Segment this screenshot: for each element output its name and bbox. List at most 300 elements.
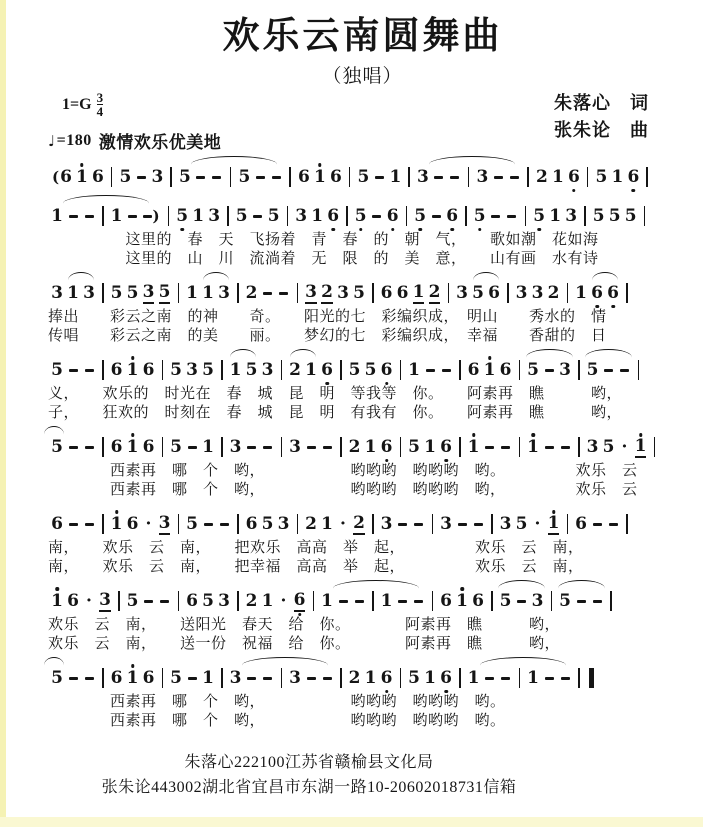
song-title: 欢乐云南圆舞曲 xyxy=(222,16,503,57)
page-edge-tint-bottom xyxy=(0,817,703,827)
octave-dot-above xyxy=(318,163,322,167)
octave-dot-below xyxy=(611,305,615,309)
note xyxy=(474,203,486,229)
note xyxy=(202,588,214,614)
note xyxy=(575,511,587,537)
note-glyph: 3 xyxy=(218,591,230,611)
note xyxy=(424,434,436,460)
barline xyxy=(459,668,461,688)
measure-row xyxy=(48,201,677,231)
note xyxy=(484,357,496,383)
lyrics-verse-2: 这里的 山 川 流淌着 无 限 的 美 意， 山有画 水有诗 xyxy=(48,251,599,267)
note-glyph: 5 xyxy=(527,360,539,380)
note xyxy=(472,511,484,537)
lyrics-verse-2: 西素再 哪 个 哟， 哟哟哟 哟哟哟 哟。 xyxy=(48,713,506,729)
note-glyph xyxy=(474,523,483,526)
note-glyph xyxy=(279,292,288,295)
note-glyph: 1 xyxy=(314,167,326,187)
barline xyxy=(237,514,239,534)
note xyxy=(353,280,365,306)
note-glyph: 6 xyxy=(467,360,480,380)
measure xyxy=(48,665,98,691)
measure xyxy=(352,203,402,229)
barline xyxy=(432,514,434,534)
note xyxy=(433,164,445,190)
note xyxy=(476,164,488,190)
note-glyph xyxy=(85,677,94,680)
note xyxy=(609,203,621,229)
note xyxy=(543,665,555,691)
note-glyph: 5 xyxy=(472,283,484,303)
measure-row xyxy=(48,586,677,616)
measure xyxy=(346,357,396,383)
octave-dot-below xyxy=(444,459,448,463)
note-glyph: 6 xyxy=(60,167,72,187)
note xyxy=(500,357,512,383)
note xyxy=(440,357,452,383)
lyrics-verse-1: 欢乐 云 南， 送阳光 春天 给 你。 阿素再 瞧 哟， xyxy=(48,617,561,633)
measure xyxy=(227,665,277,691)
note xyxy=(349,434,361,460)
note-glyph: 5 xyxy=(202,591,214,611)
barline xyxy=(170,167,172,187)
note xyxy=(552,164,564,190)
note-glyph: 6 xyxy=(321,360,333,380)
note xyxy=(568,164,580,190)
note xyxy=(83,665,95,691)
barline xyxy=(372,514,374,534)
note-glyph: 6 xyxy=(298,167,310,187)
note-glyph xyxy=(253,215,262,218)
note-glyph: · xyxy=(86,591,92,611)
note-glyph: 1 xyxy=(552,167,564,187)
note xyxy=(218,280,230,306)
note xyxy=(575,280,587,306)
note xyxy=(83,511,95,537)
note xyxy=(484,665,496,691)
note-glyph: 1 xyxy=(126,360,139,380)
note xyxy=(456,511,468,537)
octave-dot-below xyxy=(595,305,599,309)
note xyxy=(575,588,587,614)
barline xyxy=(578,437,580,457)
lyricist-address: 朱落心222100江苏省赣榆县文化局 xyxy=(184,754,434,771)
note xyxy=(314,164,326,190)
note-glyph: 6 xyxy=(488,283,500,303)
note xyxy=(246,511,258,537)
note xyxy=(127,357,139,383)
note xyxy=(593,203,605,229)
note xyxy=(67,665,79,691)
note-glyph: 1 xyxy=(229,360,242,380)
note xyxy=(51,588,63,614)
note-glyph: 1 xyxy=(467,668,480,688)
note-glyph xyxy=(196,176,205,179)
barline xyxy=(102,360,104,380)
lyrics-verse-1: 义， 欢乐的 时光在 春 城 昆 明 等我等 你。 阿素再 瞧 哟， xyxy=(48,386,623,402)
barline xyxy=(525,206,527,226)
barline xyxy=(567,283,569,303)
note xyxy=(506,203,518,229)
note xyxy=(611,164,623,190)
octave-dot-below xyxy=(478,228,482,232)
note-glyph: 2 xyxy=(547,283,560,303)
note xyxy=(51,511,63,537)
octave-dot-above xyxy=(472,433,476,437)
note xyxy=(111,665,123,691)
note xyxy=(456,280,468,306)
note-glyph: 1 xyxy=(51,591,63,611)
measure xyxy=(167,665,217,691)
note xyxy=(111,357,123,383)
note-glyph: 5 xyxy=(414,206,427,226)
octave-dot-below xyxy=(385,459,389,463)
note-glyph xyxy=(323,677,332,680)
note-glyph xyxy=(263,677,272,680)
note xyxy=(262,665,274,691)
barline xyxy=(507,283,509,303)
measure xyxy=(108,511,174,537)
note-glyph: 5 xyxy=(238,167,251,187)
score-line xyxy=(48,355,677,423)
note xyxy=(186,665,198,691)
barline xyxy=(237,283,239,303)
octave-dot-above xyxy=(531,433,535,437)
note-glyph xyxy=(220,523,229,526)
barline xyxy=(346,206,348,226)
note-glyph: 5 xyxy=(158,282,171,302)
measure xyxy=(590,203,640,229)
note-glyph: 3 xyxy=(515,283,528,303)
barline xyxy=(491,514,493,534)
score-line xyxy=(48,663,677,731)
measure xyxy=(183,511,233,537)
note-glyph: 1 xyxy=(126,437,139,457)
measure xyxy=(346,434,396,460)
note-glyph: 3 xyxy=(208,206,221,226)
barline xyxy=(400,668,402,688)
quarter-note-icon: ♩ xyxy=(48,131,56,150)
note xyxy=(143,357,155,383)
note-glyph xyxy=(609,523,618,526)
note-glyph: 1 xyxy=(412,282,425,302)
note xyxy=(327,203,339,229)
measure xyxy=(173,203,223,229)
lyrics-verse-1: 西素再 哪 个 哟， 哟哟哟 哟哟哟 哟。 xyxy=(48,694,506,710)
note-glyph: 1 xyxy=(186,283,198,303)
note xyxy=(270,164,282,190)
note-glyph: 3 xyxy=(565,206,578,226)
barline xyxy=(465,206,467,226)
note xyxy=(500,588,512,614)
note xyxy=(397,511,409,537)
note-glyph xyxy=(272,176,281,179)
note xyxy=(170,665,182,691)
note-glyph xyxy=(507,215,516,218)
note-glyph: 3 xyxy=(586,437,599,457)
note xyxy=(311,203,323,229)
score xyxy=(48,162,677,731)
note xyxy=(381,280,393,306)
measure xyxy=(414,164,464,190)
octave-dot-below xyxy=(418,228,422,232)
note xyxy=(381,434,393,460)
tempo-value: =180 xyxy=(56,131,92,149)
note-glyph xyxy=(414,523,423,526)
note-glyph: 5 xyxy=(592,206,605,226)
note xyxy=(67,357,79,383)
note-glyph xyxy=(494,176,503,179)
measure xyxy=(233,203,283,229)
note-glyph xyxy=(160,600,169,603)
note xyxy=(83,357,95,383)
score-line xyxy=(48,509,677,577)
note-glyph: 6 xyxy=(110,668,123,688)
note-glyph xyxy=(263,446,272,449)
note xyxy=(246,434,258,460)
note-glyph: 6 xyxy=(575,514,587,534)
measure xyxy=(497,511,563,537)
note-glyph xyxy=(188,677,197,680)
note xyxy=(321,434,333,460)
measure xyxy=(411,203,461,229)
note xyxy=(413,588,425,614)
note xyxy=(67,588,79,614)
note-glyph xyxy=(144,600,153,603)
note-glyph xyxy=(204,523,213,526)
note xyxy=(83,280,95,306)
barline xyxy=(340,668,342,688)
note xyxy=(381,357,393,383)
note-glyph xyxy=(85,523,94,526)
note-glyph xyxy=(339,600,348,603)
note-glyph: 6 xyxy=(440,437,452,457)
note xyxy=(625,203,637,229)
note xyxy=(119,164,131,190)
note-glyph xyxy=(593,523,602,526)
note xyxy=(76,164,88,190)
note-glyph: 5 xyxy=(408,668,420,688)
measure xyxy=(48,280,98,306)
barline xyxy=(287,206,289,226)
measure xyxy=(176,164,226,190)
note xyxy=(500,434,512,460)
note xyxy=(278,280,290,306)
note xyxy=(262,511,274,537)
note-glyph xyxy=(355,600,364,603)
note-glyph: 3 xyxy=(218,283,230,303)
note xyxy=(440,511,452,537)
note-glyph xyxy=(442,369,451,372)
barline xyxy=(102,283,104,303)
note-glyph: 5 xyxy=(364,360,377,380)
note-glyph: 1 xyxy=(364,668,377,688)
note xyxy=(527,434,539,460)
note-glyph: 3 xyxy=(83,283,95,303)
octave-dot-below xyxy=(444,690,448,694)
barline xyxy=(102,668,104,688)
measure-row xyxy=(48,278,677,308)
barline xyxy=(638,360,640,380)
barline xyxy=(626,283,628,303)
note-glyph: 3 xyxy=(417,167,429,187)
note-glyph: 3 xyxy=(289,437,301,457)
note-glyph xyxy=(375,176,384,179)
note-glyph: 6 xyxy=(446,206,459,226)
note-glyph xyxy=(620,369,629,372)
note-glyph: 6 xyxy=(380,437,393,457)
octave-dot-below xyxy=(298,613,302,617)
note-glyph: 2 xyxy=(245,591,258,611)
note xyxy=(587,357,599,383)
note-glyph xyxy=(372,215,381,218)
measure xyxy=(295,164,345,190)
barline xyxy=(448,283,450,303)
note xyxy=(527,357,539,383)
note xyxy=(536,164,548,190)
lyrics-verse-1: 捧出 彩云之南 的神 奇。 阳光的七 彩编织成， 明山 秀水的 情 xyxy=(48,309,607,325)
note xyxy=(305,665,317,691)
note-glyph xyxy=(604,369,613,372)
note-glyph xyxy=(491,215,500,218)
note-glyph xyxy=(434,176,443,179)
composer-address: 张朱论443002湖北省宜昌市东湖一路10-20602018731信箱 xyxy=(101,779,517,796)
note-glyph: 1 xyxy=(321,514,333,534)
barline xyxy=(178,591,180,611)
note-glyph: 1 xyxy=(424,437,436,457)
barline xyxy=(340,437,342,457)
note xyxy=(186,357,198,383)
barline xyxy=(491,591,493,611)
note-glyph: 5 xyxy=(126,591,139,611)
note xyxy=(516,588,528,614)
note-glyph: 1 xyxy=(321,591,333,611)
note xyxy=(365,665,377,691)
note xyxy=(500,665,512,691)
barline xyxy=(654,437,656,457)
note xyxy=(548,511,560,537)
note-glyph: 1 xyxy=(76,167,88,187)
note-glyph: · xyxy=(340,514,346,534)
note-glyph: 3 xyxy=(229,668,242,688)
note-glyph: 5 xyxy=(348,360,361,380)
note-glyph xyxy=(69,215,78,218)
note-glyph xyxy=(517,600,526,603)
note xyxy=(381,665,393,691)
note xyxy=(414,203,426,229)
note-glyph: 1 xyxy=(110,514,123,534)
measure xyxy=(243,588,309,614)
note-glyph: 6 xyxy=(110,360,123,380)
measure xyxy=(48,588,114,614)
open-paren: ( xyxy=(52,168,60,186)
note xyxy=(99,588,111,614)
note xyxy=(408,434,420,460)
note xyxy=(565,203,577,229)
note xyxy=(619,357,631,383)
note xyxy=(527,665,539,691)
note-glyph: 3 xyxy=(531,591,544,611)
note-glyph: · xyxy=(280,591,287,611)
note xyxy=(417,164,429,190)
note xyxy=(208,203,220,229)
note-glyph: 5 xyxy=(353,283,365,303)
note xyxy=(532,511,544,537)
note-glyph xyxy=(432,215,441,218)
note xyxy=(603,357,615,383)
lyrics-verse-2: 西素再 哪 个 哟， 哟哟哟 哟哟哟 哟， 欢乐 云 xyxy=(48,482,638,498)
note-glyph: 6 xyxy=(92,167,104,187)
measure xyxy=(243,280,293,306)
barline xyxy=(281,360,283,380)
note xyxy=(321,665,333,691)
note-glyph: 3 xyxy=(186,360,198,380)
note xyxy=(127,434,139,460)
octave-dot-above xyxy=(55,587,59,591)
measure xyxy=(513,280,563,306)
note-glyph: 5 xyxy=(186,514,198,534)
measure xyxy=(48,434,98,460)
note xyxy=(246,665,258,691)
barline xyxy=(519,360,521,380)
note-glyph: 1 xyxy=(527,437,539,457)
note-glyph xyxy=(247,677,256,680)
note xyxy=(262,280,274,306)
barline xyxy=(162,437,164,457)
measure xyxy=(405,357,455,383)
note xyxy=(202,511,214,537)
note xyxy=(186,280,198,306)
measure xyxy=(465,665,515,691)
note xyxy=(500,511,512,537)
note-glyph xyxy=(212,176,221,179)
note-glyph: 2 xyxy=(321,282,333,302)
note xyxy=(254,164,266,190)
note xyxy=(135,164,147,190)
measure xyxy=(302,511,368,537)
score-header-meta xyxy=(48,90,677,152)
note-glyph: 5 xyxy=(170,668,182,688)
note-glyph: 3 xyxy=(305,282,317,302)
note-glyph: 6 xyxy=(67,591,79,611)
note xyxy=(238,164,250,190)
note xyxy=(289,665,301,691)
note xyxy=(192,203,204,229)
key-text: 1=G xyxy=(62,96,92,113)
note xyxy=(533,203,545,229)
barline xyxy=(281,437,283,457)
measure xyxy=(584,434,650,460)
measure xyxy=(124,588,174,614)
note xyxy=(67,280,79,306)
note xyxy=(549,203,561,229)
note xyxy=(111,203,123,229)
barline xyxy=(227,206,229,226)
song-subtitle: （独唱） xyxy=(322,66,403,87)
note xyxy=(127,588,139,614)
barline xyxy=(230,167,232,187)
measure xyxy=(243,511,293,537)
note xyxy=(195,164,207,190)
note-glyph xyxy=(398,600,407,603)
note xyxy=(51,665,63,691)
note-glyph: 1 xyxy=(527,668,539,688)
octave-dot-above xyxy=(131,356,135,360)
note-glyph: 2 xyxy=(289,360,301,380)
note xyxy=(111,280,123,306)
note xyxy=(83,588,95,614)
tempo-marking xyxy=(48,128,221,153)
